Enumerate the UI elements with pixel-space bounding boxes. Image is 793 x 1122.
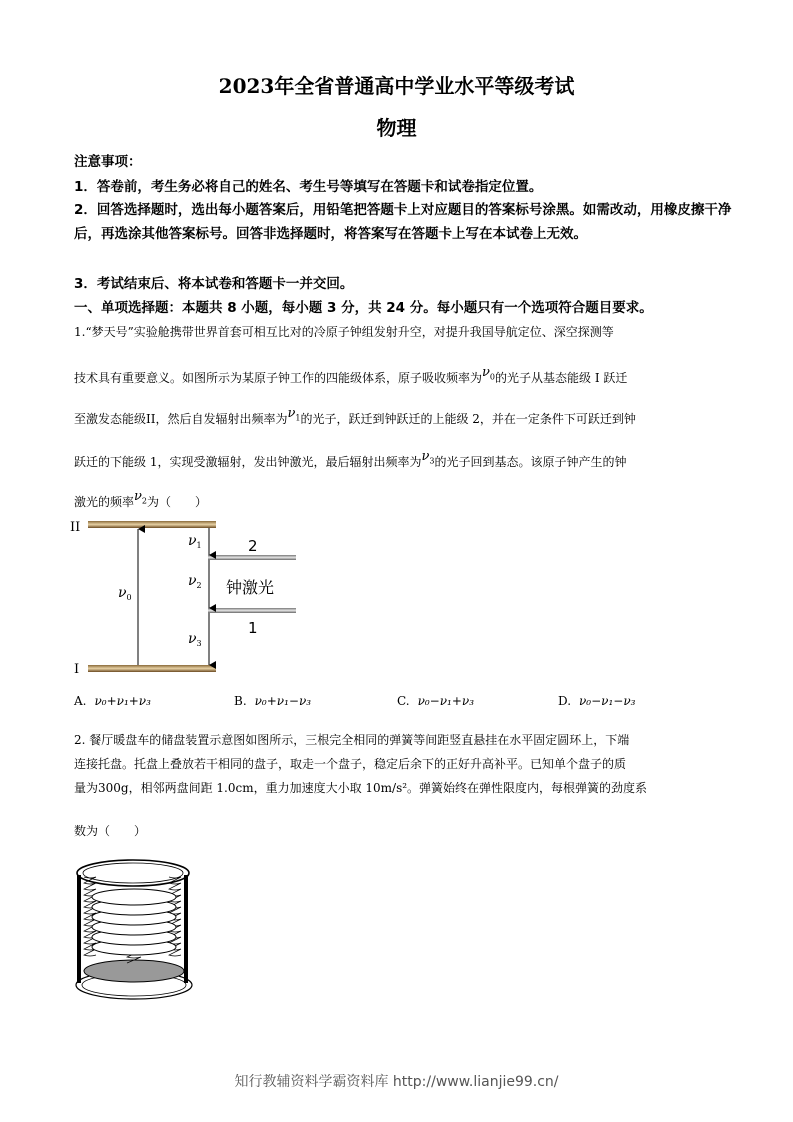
q1-line-4a: 跃迁的下能级 1，实现受激辐射，发出钟激光，最后辐射出频率为 <box>74 455 422 469</box>
q1-line-3 <box>74 407 636 426</box>
q1-line-3a: 至激发态能级II，然后自发辐射出频率为 <box>74 412 288 426</box>
level-II-label: II <box>70 520 81 535</box>
diagram-nu2-label: $\nu_2$ <box>188 573 202 590</box>
plate-dispenser-diagram <box>72 855 197 1005</box>
q1-line-2 <box>74 366 627 385</box>
option-c: C. ν₀−ν₁+ν₃ <box>397 694 475 708</box>
q1-line-4 <box>74 450 626 469</box>
q1-line-3b: 的光子，跃迁到钟跃迁的上能级 2，并在一定条件下可跃迁到钟 <box>300 412 636 426</box>
diagram-nu3-label: $\nu_3$ <box>188 631 202 648</box>
top-ring <box>77 860 189 886</box>
notice-item-3: 3．考试结束后、将本试卷和答题卡一并交回。 <box>74 276 354 292</box>
left-post <box>77 875 81 983</box>
nu2-symbol: $\nu_2$ <box>134 489 148 506</box>
energy-level-diagram <box>68 515 308 680</box>
q2-line-3: 量为300g，相邻两盘间距 1.0cm，重力加速度大小取 10m/s²。弹簧始终在弹性限度内，每根弹簧的劲度系 <box>74 781 648 795</box>
level-1-label: 1 <box>248 619 258 637</box>
q1-line-1: 1.“梦天号”实验舱携带世界首套可相互比对的冷原子钟组发射升空，对提升我国导航定位、深空探测等 <box>74 325 614 339</box>
q2-line-4: 数为（ ） <box>74 824 147 838</box>
section-heading: 一、单项选择题：本题共 8 小题，每小题 3 分，共 24 分。每小题只有一个选项符合题目要求。 <box>74 300 653 316</box>
level-1-bar <box>208 608 296 613</box>
q1-line-4b: 的光子回到基态。该原子钟产生的钟 <box>434 455 627 469</box>
option-b: B. ν₀+ν₁−ν₃ <box>234 694 312 708</box>
nu3-symbol: $\nu_3$ <box>421 449 435 466</box>
footer-watermark: 知行教辅资料学霸资料库 http://www.lianjie99.cn/ <box>234 1074 559 1090</box>
q1-line-5 <box>74 490 207 509</box>
level-I-bar <box>88 665 216 672</box>
q1-line-2a: 技术具有重要意义。如图所示为某原子钟工作的四能级体系，原子吸收频率为 <box>74 371 483 385</box>
nu0-symbol: $\nu_0$ <box>482 365 496 382</box>
diagram-nu0-label: $\nu_0$ <box>118 585 132 602</box>
exam-title: 2023年全省普通高中学业水平等级考试 <box>218 74 575 98</box>
level-2-bar <box>208 555 296 560</box>
level-I-label: I <box>74 662 80 677</box>
level-II-bar <box>88 521 216 528</box>
notice-heading: 注意事项： <box>74 154 142 170</box>
q1-line-5b: 为（ ） <box>147 495 208 509</box>
right-post <box>184 875 188 983</box>
subject-title: 物理 <box>376 116 417 140</box>
plate-stack <box>92 889 176 955</box>
option-d: D. ν₀−ν₁−ν₃ <box>558 694 636 708</box>
level-2-label: 2 <box>248 537 258 555</box>
q1-line-5a: 激光的频率 <box>74 495 135 509</box>
q2-line-1: 2. 餐厅暖盘车的储盘装置示意图如图所示，三根完全相同的弹簧等间距竖直悬挂在水平固定圆环上，下端 <box>74 733 630 747</box>
q2-line-2: 连接托盘。托盘上叠放若干相同的盘子，取走一个盘子，稳定后余下的正好升高补平。已知单个盘子的质 <box>74 757 627 771</box>
tray <box>84 960 184 982</box>
q1-line-2b: 的光子从基态能级 I 跃迁 <box>495 371 628 385</box>
clock-laser-label: 钟激光 <box>226 578 275 597</box>
notice-item-2: 2．回答选择题时，选出每小题答案后，用铅笔把答题卡上对应题目的答案标号涂黑。如需改动，用橡皮擦干净后，再选涂其他答案标号。回答非选择题时，将答案写在答题卡上写在本试卷上无效。 <box>74 202 732 242</box>
notice-item-1: 1．答卷前，考生务必将自己的姓名、考生号等填写在答题卡和试卷指定位置。 <box>74 179 543 195</box>
option-a: A. ν₀+ν₁+ν₃ <box>74 694 151 708</box>
diagram-nu1-label: $\nu_1$ <box>188 533 202 550</box>
nu1-symbol: $\nu_1$ <box>287 406 301 423</box>
